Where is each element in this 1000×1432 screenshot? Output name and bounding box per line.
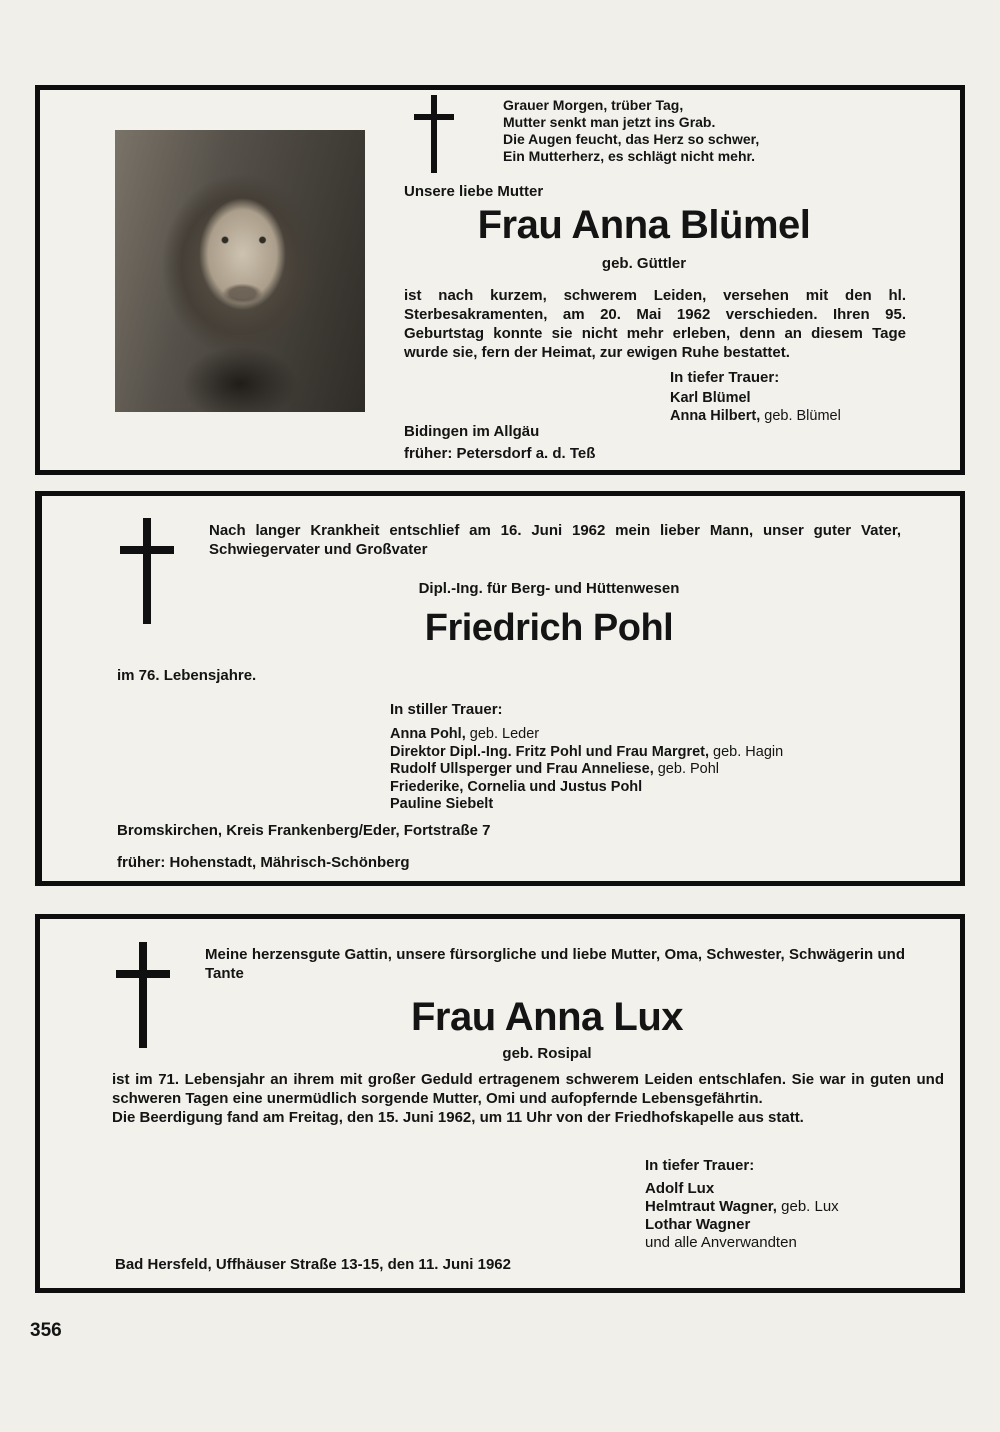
mourner-line (645, 1234, 839, 1252)
cross-vertical-bar (139, 942, 147, 1048)
mourner-list (645, 1180, 839, 1252)
page-number: 356 (30, 1320, 62, 1341)
deceased-name: Frau Anna Blümel (477, 203, 811, 247)
poem-line: Grauer Morgen, trüber Tag, (503, 97, 684, 113)
mourning-block (390, 701, 783, 814)
mourner-name: Rudolf Ullsperger und Frau Anneliese, (390, 761, 654, 777)
mourner-line (670, 408, 841, 426)
mourner-name: Anna Hilbert, (670, 407, 761, 424)
place-block (404, 421, 595, 465)
funeral-details: Die Beerdigung fand am Freitag, den 15. Juni 1962, um 11 Uhr von der Friedhofskapelle aus statt. (112, 1109, 804, 1126)
obituary-body: ist nach kurzem, schwerem Leiden, versehen mit den hl. Sterbesakramenten, am 20. Mai 1962 verschieden. Ihren 95. Geburtstag konnte sie nicht mehr erleben, denn an diesem Tage wurde sie, fern der Heimat, zur ewigen Ruhe bestattet. (404, 287, 906, 361)
mourner-name: Adolf Lux (645, 1180, 715, 1197)
obituary-anna-bluemel (35, 85, 965, 475)
mourning-block (670, 369, 841, 425)
memorial-poem (503, 97, 759, 165)
maiden-name: geb. Rosipal (502, 1045, 592, 1062)
mourner-name: Friederike, Cornelia und Justus Pohl (390, 778, 643, 795)
intro-line: Unsere liebe Mutter (404, 183, 544, 200)
mourning-label: In tiefer Trauer: (645, 1157, 755, 1174)
mourner-name: Lothar Wagner (645, 1216, 751, 1233)
mourning-block (645, 1157, 839, 1252)
mourner-name: Karl Blümel (670, 390, 751, 406)
mourner-list (390, 726, 783, 814)
cross-vertical-bar (431, 95, 437, 173)
obituary-body: ist im 71. Lebensjahr an ihrem mit großer Geduld ertragenem schwerem Leiden entschlafen. Sie war in guten und schweren Tagen eine unermüdlich sorgende Mutter, Omi und aufopfernde Lebensgefährtin. (112, 1071, 944, 1107)
obituary-anna-lux (35, 914, 965, 1293)
mourner-line (390, 761, 783, 779)
mourner-suffix: geb. Lux (776, 1198, 839, 1215)
mourner-name: Direktor Dipl.-Ing. Fritz Pohl und Frau Margret, (390, 743, 710, 760)
mourner-line (645, 1198, 839, 1216)
place-line-former: früher: Petersdorf a. d. Teß (404, 445, 596, 462)
cross-horizontal-bar (116, 970, 170, 978)
mourner-name: Anna Pohl, (390, 726, 466, 742)
maiden-name: geb. Güttler (601, 255, 687, 272)
mourner-suffix: geb. Leder (465, 726, 540, 742)
poem-line: Die Augen feucht, das Herz so schwer, (503, 131, 760, 147)
deceased-name: Frau Anna Lux (410, 995, 684, 1039)
mourner-line (390, 726, 783, 744)
age-line: im 76. Lebensjahre. (117, 667, 257, 684)
mourner-suffix: geb. Pohl (653, 761, 720, 777)
place-line: Bidingen im Allgäu (404, 423, 540, 440)
mourning-label: In tiefer Trauer: (670, 369, 780, 386)
mourner-line (390, 744, 783, 762)
mourner-line (645, 1216, 839, 1234)
obituary-body-block (112, 1070, 944, 1127)
mourner-line (645, 1180, 839, 1198)
deceased-name: Friedrich Pohl (424, 607, 674, 649)
intro-line: Nach langer Krankheit entschlief am 16. Juni 1962 mein lieber Mann, unser guter Vater, Schwiegervater und Großvater (209, 522, 901, 558)
mourner-line (390, 779, 783, 797)
mourner-name: Pauline Siebelt (390, 796, 494, 812)
obituary-friedrich-pohl (35, 491, 965, 886)
place-line: Bad Hersfeld, Uffhäuser Straße 13-15, den 11. Juni 1962 (115, 1256, 511, 1273)
mourner-suffix: geb. Hagin (709, 743, 784, 760)
poem-line: Ein Mutterherz, es schlägt nicht mehr. (503, 148, 756, 164)
cross-icon (414, 95, 454, 173)
intro-line: Meine herzensgute Gattin, unsere fürsorgliche und liebe Mutter, Oma, Schwester, Schwägerin und Tante (205, 946, 905, 982)
cross-horizontal-bar (120, 546, 174, 554)
portrait-photo (115, 130, 365, 412)
mourner-suffix: und alle Anverwandten (645, 1234, 797, 1251)
place-line-former: früher: Hohenstadt, Mährisch-Schönberg (117, 854, 410, 871)
deceased-title: Dipl.-Ing. für Berg- und Hüttenwesen (418, 580, 680, 597)
mourner-name: Helmtraut Wagner, (645, 1198, 777, 1215)
poem-line: Mutter senkt man jetzt ins Grab. (503, 114, 716, 130)
mourner-suffix: geb. Blümel (760, 407, 841, 424)
cross-horizontal-bar (414, 114, 454, 120)
mourning-label: In stiller Trauer: (390, 701, 503, 718)
mourner-line (670, 390, 841, 408)
place-line: Bromskirchen, Kreis Frankenberg/Eder, Fortstraße 7 (117, 822, 491, 839)
mourner-line (390, 796, 783, 814)
mourner-list (670, 390, 841, 425)
